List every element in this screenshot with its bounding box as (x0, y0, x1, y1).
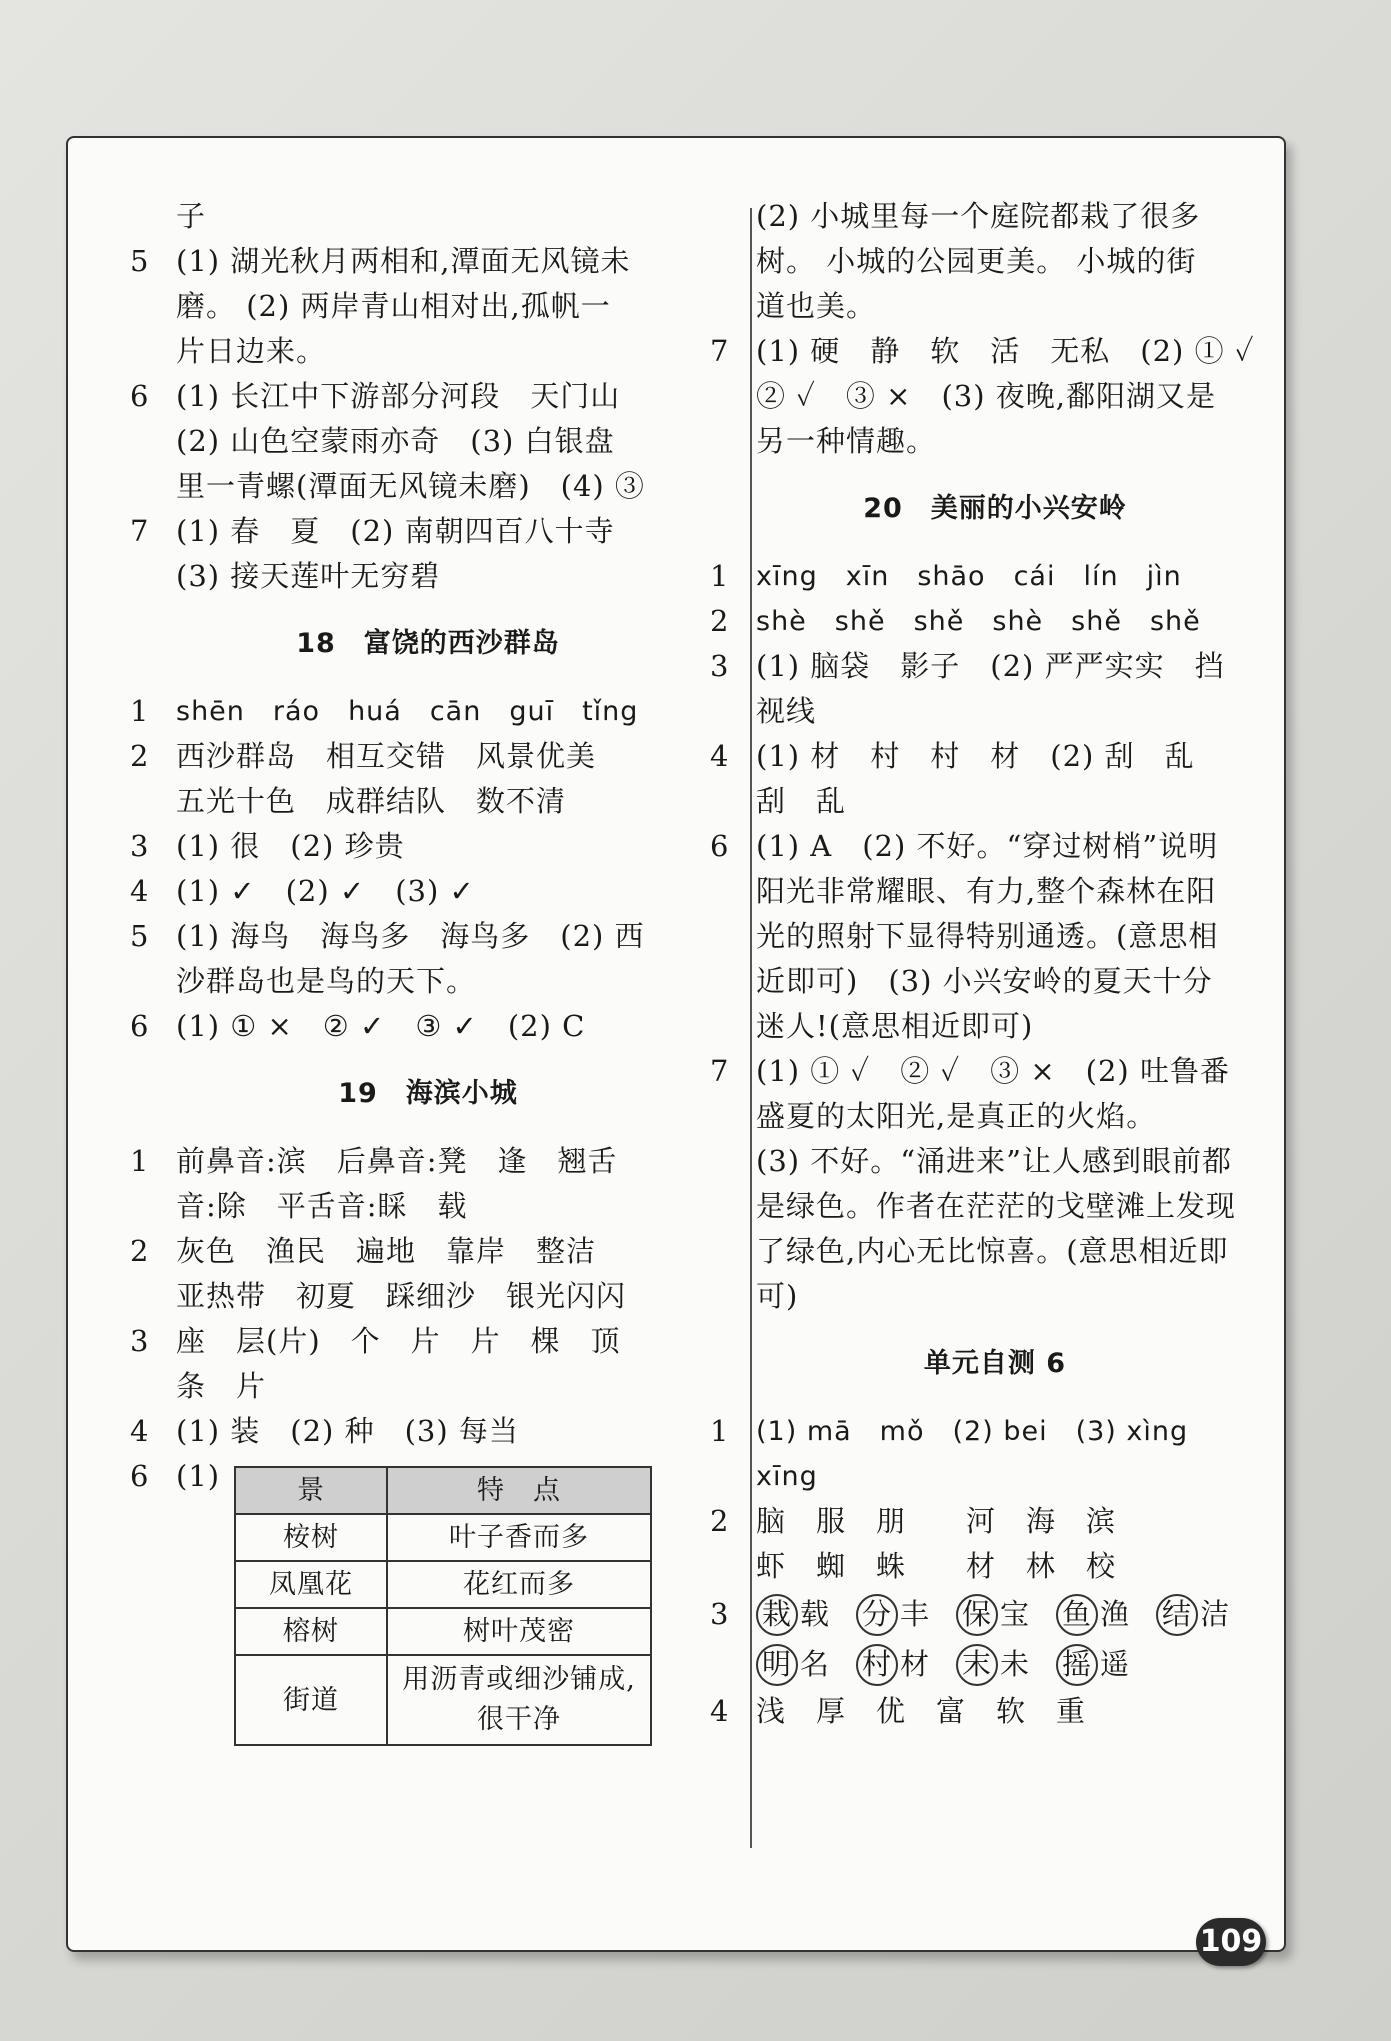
answer-line (710, 239, 1280, 284)
answer-text: 树。 小城的公园更美。 小城的街 (756, 244, 1197, 278)
table-cell: 桉树 (235, 1514, 387, 1561)
question-number: 3 (710, 1597, 730, 1631)
answer-text: 视线 (756, 694, 817, 728)
answer-text: 条 片 (176, 1369, 267, 1403)
table-row (235, 1561, 651, 1608)
answer-line (710, 689, 1280, 734)
question-number: 1 (130, 1144, 150, 1178)
answer-line (130, 824, 726, 869)
answer-line (710, 599, 1280, 644)
circled-character: 结 (1156, 1594, 1198, 1636)
answer-text: 光的照射下显得特别通透。(意思相 (756, 919, 1219, 953)
answer-line (130, 1229, 726, 1274)
answer-line (130, 959, 726, 1004)
table-row (235, 1608, 651, 1655)
table-header-feature: 特 点 (387, 1467, 651, 1514)
table-cell: 榕树 (235, 1608, 387, 1655)
question-number: 5 (130, 244, 150, 278)
answer-line (710, 194, 1280, 239)
table-header-scene: 景 (235, 1467, 387, 1514)
answer-line (130, 1364, 726, 1409)
table-cell: 用沥青或细沙铺成,很干净 (387, 1655, 651, 1745)
answer-line (710, 1454, 1280, 1499)
answer-text: 虾 蜘 蛛 材 林 校 (756, 1549, 1117, 1583)
answer-text: (1) 装 (2) 种 (3) 每当 (176, 1414, 519, 1448)
circled-character: 鱼 (1056, 1594, 1098, 1636)
answer-line (710, 869, 1280, 914)
unit-test-heading: 单元自测 6 (923, 1348, 1067, 1379)
answer-line (710, 779, 1280, 824)
paired-character: 遥 (1100, 1647, 1131, 1681)
answer-text: 是绿色。作者在茫茫的戈壁滩上发现 (756, 1189, 1237, 1223)
answer-text: 灰色 渔民 遍地 靠岸 整洁 (176, 1234, 597, 1268)
lesson-18-answers (130, 689, 726, 1049)
question-4-line (710, 1689, 1280, 1734)
answer-text: (2) 山色空蒙雨亦奇 (3) 白银盘 (176, 424, 615, 458)
left-column (130, 194, 726, 1754)
question-number: 6 (130, 1459, 150, 1493)
circled-word-pair (956, 1597, 1030, 1631)
answer-line (130, 1139, 726, 1184)
question-number: 5 (130, 919, 150, 953)
circled-word-pair (856, 1647, 930, 1681)
question-number: 4 (130, 1414, 150, 1448)
answer-text: 音:除 平舌音:睬 载 (176, 1189, 468, 1223)
answer-text: (1) 很 (2) 珍贵 (176, 829, 405, 863)
answer-text: 近即可) (3) 小兴安岭的夏天十分 (756, 964, 1213, 998)
table-row (235, 1655, 651, 1745)
right-column (710, 194, 1280, 1734)
answer-text: 磨。 (2) 两岸青山相对出,孤帆一 (176, 289, 611, 323)
answer-text: (1) 材 村 村 材 (2) 刮 乱 (756, 739, 1195, 773)
answer-text: 子 (176, 199, 207, 233)
circled-character: 分 (856, 1594, 898, 1636)
answer-text: shè shě shě shè shě shě (756, 606, 1201, 637)
answer-line (710, 1004, 1280, 1049)
answer-line (130, 1319, 726, 1364)
circled-character: 末 (956, 1644, 998, 1686)
question-number: 2 (710, 1504, 730, 1538)
answer-line (130, 194, 726, 239)
answer-text: 了绿色,内心无比惊喜。(意思相近即 (756, 1234, 1229, 1268)
question-number: 1 (710, 1414, 730, 1448)
question-6-table-block (130, 1454, 726, 1754)
paired-character: 载 (800, 1597, 831, 1631)
answer-text: 盛夏的太阳光,是真正的火焰。 (756, 1099, 1157, 1133)
answer-line (710, 1499, 1280, 1544)
circled-character: 村 (856, 1644, 898, 1686)
question-number: 7 (710, 334, 730, 368)
answer-line (130, 509, 726, 554)
circled-word-pair (1056, 1647, 1130, 1681)
answer-line (710, 1544, 1280, 1589)
unit-test-answers (710, 1409, 1280, 1589)
answer-text: (1) ✓ (2) ✓ (3) ✓ (176, 874, 475, 908)
table-cell: 树叶茂密 (387, 1608, 651, 1655)
question-3-row-1 (710, 1589, 1280, 1639)
answer-line (130, 1184, 726, 1229)
answer-text: ② ✓ ③ × (3) 夜晚,鄱阳湖又是 (756, 379, 1216, 413)
table-cell: 叶子香而多 (387, 1514, 651, 1561)
page-number-badge: 109 (1196, 1918, 1266, 1966)
answer-text: 迷人!(意思相近即可) (756, 1009, 1034, 1043)
question-number: 4 (130, 874, 150, 908)
answer-line (130, 464, 726, 509)
circled-character: 栽 (756, 1594, 798, 1636)
circled-word-pair (856, 1597, 930, 1631)
answer-line (130, 689, 726, 734)
question-3-row-2 (710, 1639, 1280, 1689)
answer-line (710, 554, 1280, 599)
answer-text: (3) 不好。“涌进来”让人感到眼前都 (756, 1144, 1232, 1178)
question-number: 3 (710, 649, 730, 683)
answer-text: 片日边来。 (176, 334, 327, 368)
answer-line (130, 284, 726, 329)
answer-line (130, 779, 726, 824)
answer-text: 浅 厚 优 富 软 重 (756, 1694, 1087, 1728)
lesson-20-heading: 20 美丽的小兴安岭 (863, 493, 1127, 524)
paired-character: 名 (800, 1647, 831, 1681)
paired-character: 丰 (900, 1597, 931, 1631)
circled-word-row (756, 1639, 1156, 1689)
question-number: 7 (130, 514, 150, 548)
answer-text: (1) mā mǒ (2) bei (3) xìng (756, 1416, 1189, 1447)
answer-text: 沙群岛也是鸟的天下。 (176, 964, 477, 998)
question-number: 1 (130, 694, 150, 728)
question-part-label: (1) (176, 1459, 221, 1493)
answer-text: 五光十色 成群结队 数不清 (176, 784, 567, 818)
answer-line (130, 239, 726, 284)
circled-word-pair (1056, 1597, 1130, 1631)
circled-character: 保 (956, 1594, 998, 1636)
answer-line (710, 1139, 1280, 1184)
right-top-answers (710, 194, 1280, 464)
answer-line (130, 554, 726, 599)
answer-line (710, 419, 1280, 464)
answer-line (710, 734, 1280, 779)
question-number: 1 (710, 559, 730, 593)
lesson-20-answers (710, 554, 1280, 1319)
answer-text: 阳光非常耀眼、有力,整个森林在阳 (756, 874, 1217, 908)
paired-character: 渔 (1100, 1597, 1131, 1631)
answer-text: (3) 接天莲叶无穷碧 (176, 559, 441, 593)
answer-text: 可) (756, 1279, 799, 1313)
table-cell: 花红而多 (387, 1561, 651, 1608)
question-number: 2 (130, 1234, 150, 1268)
paired-character: 材 (900, 1647, 931, 1681)
answer-line (130, 329, 726, 374)
question-number: 2 (710, 604, 730, 638)
answer-text: xīng xīn shāo cái lín jìn (756, 561, 1182, 592)
answer-text: 座 层(片) 个 片 片 棵 顶 (176, 1324, 621, 1358)
circled-word-pair (1156, 1597, 1230, 1631)
answer-text: (1) ① × ② ✓ ③ ✓ (2) C (176, 1009, 586, 1043)
answer-text: 脑 服 朋 河 海 滨 (756, 1504, 1117, 1538)
question-number: 4 (710, 739, 730, 773)
answer-line (710, 374, 1280, 419)
answer-line (710, 1229, 1280, 1274)
paired-character: 宝 (1000, 1597, 1031, 1631)
answer-text: 道也美。 (756, 289, 877, 323)
answer-text: (2) 小城里每一个庭院都栽了很多 (756, 199, 1201, 233)
answer-text: 亚热带 初夏 踩细沙 银光闪闪 (176, 1279, 627, 1313)
question-number: 7 (710, 1054, 730, 1088)
paired-character: 洁 (1200, 1597, 1231, 1631)
answer-text: 西沙群岛 相互交错 风景优美 (176, 739, 597, 773)
answer-line (130, 1004, 726, 1049)
circled-word-pair (756, 1597, 830, 1631)
answer-line (710, 1274, 1280, 1319)
question-number: 3 (130, 829, 150, 863)
table-cell: 街道 (235, 1655, 387, 1745)
answer-line (710, 329, 1280, 374)
circled-character: 摇 (1056, 1644, 1098, 1686)
answer-text: (1) 长江中下游部分河段 天门山 (176, 379, 621, 413)
answer-text: (1) A (2) 不好。“穿过树梢”说明 (756, 829, 1219, 863)
question-number: 4 (710, 1694, 730, 1728)
answer-line (130, 869, 726, 914)
answer-text: (1) 春 夏 (2) 南朝四百八十寺 (176, 514, 615, 548)
table-row (235, 1514, 651, 1561)
question-number: 6 (130, 1009, 150, 1043)
paired-character: 未 (1000, 1647, 1031, 1681)
answer-text: (1) ① ✓ ② ✓ ③ × (2) 吐鲁番 (756, 1054, 1230, 1088)
circled-word-pair (756, 1647, 830, 1681)
circled-word-row (756, 1589, 1256, 1639)
lesson-19-answers (130, 1139, 726, 1454)
answer-text: xīng (756, 1461, 818, 1492)
answer-text: (1) 硬 静 软 活 无私 (2) ① ✓ (756, 334, 1255, 368)
question-number: 6 (710, 829, 730, 863)
answer-line (710, 1094, 1280, 1139)
circled-word-pair (956, 1647, 1030, 1681)
circled-character: 明 (756, 1644, 798, 1686)
answer-line (710, 959, 1280, 1004)
answer-text: 前鼻音:滨 后鼻音:凳 逢 翘舌 (176, 1144, 618, 1178)
answer-line (710, 914, 1280, 959)
answer-text: 另一种情趣。 (756, 424, 937, 458)
question-number: 6 (130, 379, 150, 413)
answer-text: shēn ráo huá cān guī tǐng (176, 696, 639, 727)
lesson-18-heading: 18 富饶的西沙群岛 (296, 628, 560, 659)
answer-line (710, 1409, 1280, 1454)
answer-text: 刮 乱 (756, 784, 847, 818)
answer-line (130, 419, 726, 464)
answer-line (130, 374, 726, 419)
answer-line (130, 914, 726, 959)
answer-line (710, 284, 1280, 329)
answer-line (130, 1409, 726, 1454)
question-number: 3 (130, 1324, 150, 1358)
answer-line (710, 1184, 1280, 1229)
answer-line (130, 1274, 726, 1319)
answer-line (710, 824, 1280, 869)
answer-text: (1) 脑袋 影子 (2) 严严实实 挡 (756, 649, 1225, 683)
answer-text: 里一青螺(潭面无风镜未磨) (4) ③ (176, 469, 645, 503)
lesson-19-heading: 19 海滨小城 (338, 1078, 518, 1109)
scenery-table (234, 1466, 652, 1746)
answer-text: (1) 湖光秋月两相和,潭面无风镜未 (176, 244, 631, 278)
answer-line (710, 1049, 1280, 1094)
table-cell: 凤凰花 (235, 1561, 387, 1608)
answer-text: (1) 海鸟 海鸟多 海鸟多 (2) 西 (176, 919, 645, 953)
question-number: 2 (130, 739, 150, 773)
answer-line (710, 644, 1280, 689)
answer-sheet (66, 136, 1286, 1952)
left-top-answers (130, 194, 726, 599)
answer-line (130, 734, 726, 779)
